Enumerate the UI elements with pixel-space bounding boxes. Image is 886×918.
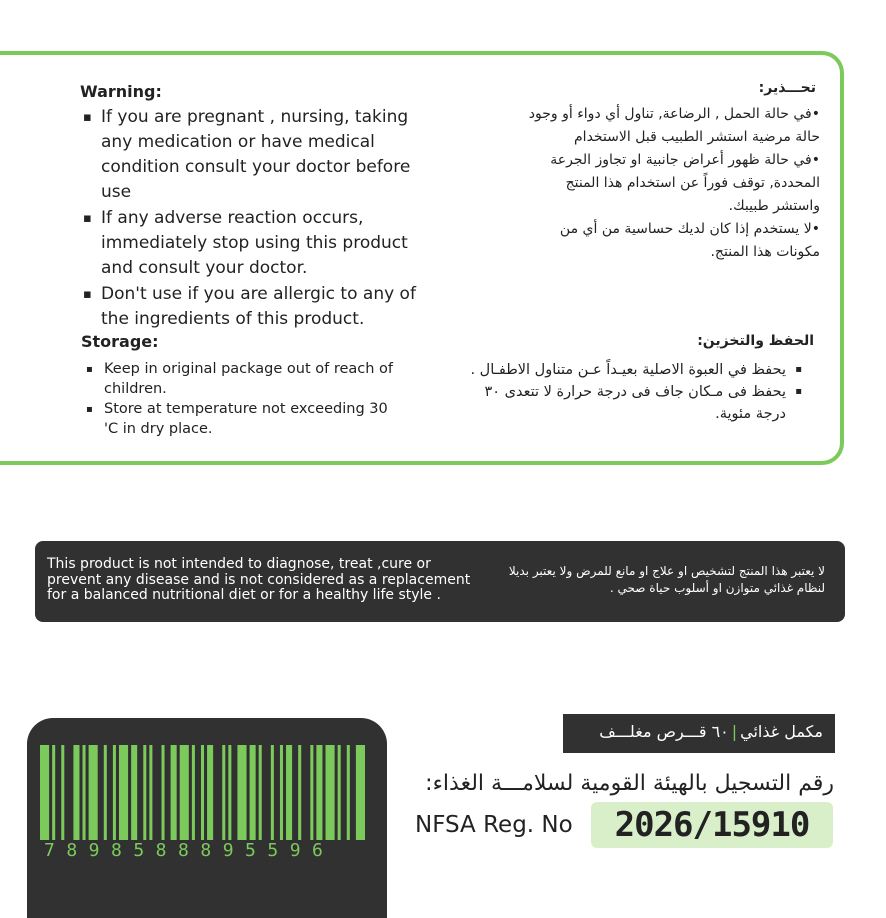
warning-item-ar: •في حالة ظهور أعراض جانبية او تجاوز الجرعة المحددة, توقف فوراً عن استخدام هذا المنتج واستشر طبيبك. bbox=[550, 152, 820, 214]
registration-number: 2026/15910 bbox=[591, 802, 833, 848]
storage-item-ar: ▪ يحفظ في العبوة الاصلية بعيـداً عـن متناول الاطفـال . bbox=[452, 359, 802, 381]
warning-list bbox=[83, 105, 435, 332]
warning-list-ar bbox=[520, 103, 820, 264]
product-type-separator: | bbox=[731, 722, 738, 741]
storage-item: ▪ Store at temperature not exceeding 30 'C in dry place. bbox=[86, 400, 406, 439]
warning-item: ▪ If any adverse reaction occurs, immediately stop using this product and consult your doctor. bbox=[83, 206, 435, 281]
warning-item-ar: •في حالة الحمل , الرضاعة, تناول أي دواء أو وجود حالة مرضية استشر الطبيب قبل الاستخدام bbox=[528, 106, 820, 145]
disclaimer-en: This product is not intended to diagnose, treat ,cure or prevent any disease and is not considered as a replacement for a balanced nutritional diet or for a healthy life style . bbox=[47, 556, 471, 603]
warning-item: ▪ Don't use if you are allergic to any of the ingredients of this product. bbox=[83, 282, 435, 332]
nfsa-label-ar: رقم التسجيل بالهيئة القومية لسلامـــة الغذاء: bbox=[425, 771, 834, 796]
warning-title: Warning: bbox=[80, 82, 162, 101]
product-count: ٦٠ قـــرص مغلـــف bbox=[599, 722, 729, 741]
product-supplement: مكمل غذائي bbox=[740, 722, 823, 741]
product-type-label bbox=[563, 714, 835, 753]
barcode-digits: 7898588895596 bbox=[44, 840, 335, 861]
barcode-icon bbox=[40, 745, 365, 840]
warning-item: ▪ If you are pregnant , nursing, taking any medication or have medical condition consult your doctor before use bbox=[83, 105, 435, 205]
storage-item: ▪ Keep in original package out of reach of children. bbox=[86, 360, 406, 399]
disclaimer-box bbox=[35, 541, 845, 622]
disclaimer-ar: لا يعتبر هذا المنتج لتشخيص او علاج او مانع للمرض ولا يعتبر بديلا لنظام غذائي متوازن او أسلوب حياة صحي . bbox=[508, 564, 825, 595]
warning-title-ar: تحـــذير: bbox=[758, 80, 816, 96]
storage-list bbox=[86, 360, 406, 439]
nfsa-label-en: NFSA Reg. No bbox=[415, 812, 573, 838]
storage-list-ar bbox=[452, 359, 802, 425]
storage-title-ar: الحفظ والتخزين: bbox=[697, 333, 814, 349]
warning-item-ar: •لا يستخدم إذا كان لديك حساسية من أي من مكونات هذا المنتج. bbox=[559, 221, 820, 260]
storage-title: Storage: bbox=[81, 332, 159, 351]
storage-item-ar: ▪ يحفظ فى مـكان جاف فى درجة حرارة لا تتعدى ٣٠ درجة مئوية. bbox=[452, 381, 802, 425]
